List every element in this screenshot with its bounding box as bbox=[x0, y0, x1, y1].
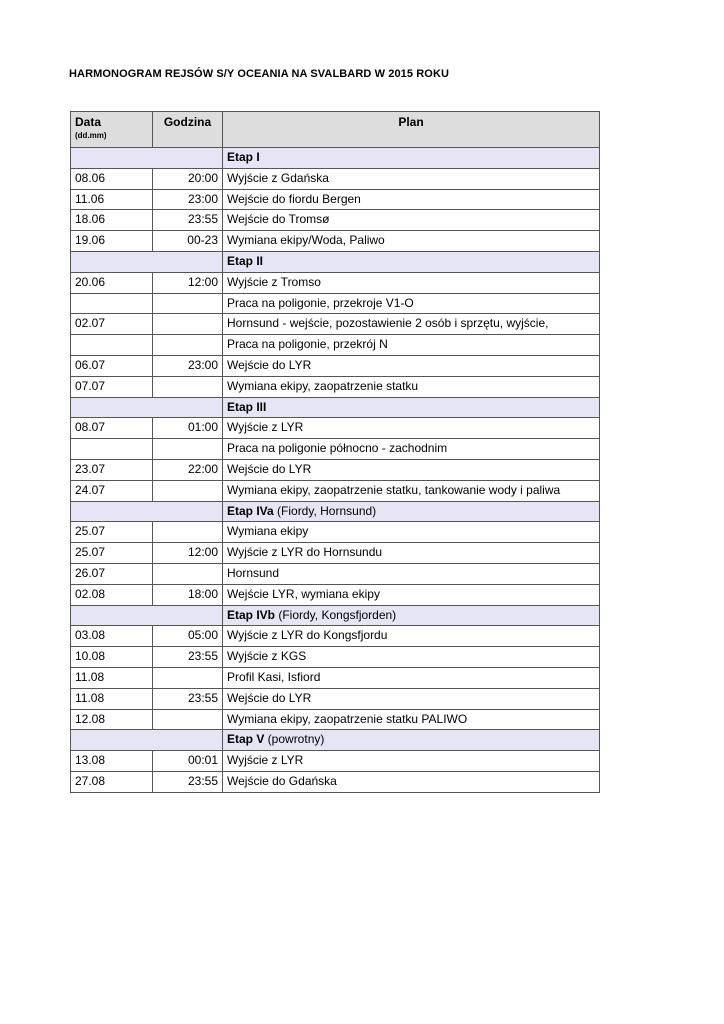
table-header-row bbox=[71, 112, 600, 148]
stage-row bbox=[71, 730, 600, 751]
table-row bbox=[71, 168, 600, 189]
cell-date: 12.08 bbox=[71, 709, 153, 730]
cell-date: 27.08 bbox=[71, 771, 153, 792]
cell-date bbox=[71, 439, 153, 460]
table-row bbox=[71, 459, 600, 480]
stage-row bbox=[71, 397, 600, 418]
table-row bbox=[71, 751, 600, 772]
schedule-table bbox=[70, 111, 600, 793]
cell-plan: Wymiana ekipy, zaopatrzenie statku PALIWO bbox=[223, 709, 600, 730]
cell-date: 18.06 bbox=[71, 210, 153, 231]
cell-time: 23:55 bbox=[153, 771, 223, 792]
cell-date: 11.08 bbox=[71, 688, 153, 709]
table-row bbox=[71, 210, 600, 231]
cell-time bbox=[153, 439, 223, 460]
cell-plan: Wyjście z Gdańska bbox=[223, 168, 600, 189]
table-row bbox=[71, 376, 600, 397]
cell-plan: Wejście do LYR bbox=[223, 688, 600, 709]
column-header-time: Godzina bbox=[153, 112, 223, 148]
cell-time: 23:00 bbox=[153, 355, 223, 376]
cell-time bbox=[153, 667, 223, 688]
stage-spacer-cell bbox=[71, 148, 223, 169]
stage-note: (Fiordy, Kongsfjorden) bbox=[275, 607, 397, 622]
cell-plan: Praca na poligonie, przekroje V1-O bbox=[223, 293, 600, 314]
table-row bbox=[71, 771, 600, 792]
cell-plan: Wymiana ekipy/Woda, Paliwo bbox=[223, 231, 600, 252]
cell-time: 23:55 bbox=[153, 688, 223, 709]
cell-date bbox=[71, 293, 153, 314]
cell-date: 08.07 bbox=[71, 418, 153, 439]
document-title: HARMONOGRAM REJSÓW S/Y OCEANIA NA SVALBARD W 2015 ROKU bbox=[69, 68, 450, 80]
stage-name: Etap V bbox=[227, 732, 265, 747]
cell-time: 23:00 bbox=[153, 189, 223, 210]
stage-row bbox=[71, 148, 600, 169]
stage-label-cell bbox=[223, 251, 600, 272]
cell-plan: Wymiana ekipy, zaopatrzenie statku, tankowanie wody i paliwa bbox=[223, 480, 600, 501]
table-row bbox=[71, 688, 600, 709]
stage-label-cell bbox=[223, 397, 600, 418]
cell-date: 02.08 bbox=[71, 584, 153, 605]
cell-time: 23:55 bbox=[153, 647, 223, 668]
column-header-date bbox=[71, 112, 153, 148]
cell-time: 22:00 bbox=[153, 459, 223, 480]
stage-spacer-cell bbox=[71, 730, 223, 751]
cell-date: 10.08 bbox=[71, 647, 153, 668]
table-row bbox=[71, 355, 600, 376]
cell-time bbox=[153, 522, 223, 543]
cell-date: 06.07 bbox=[71, 355, 153, 376]
cell-time: 12:00 bbox=[153, 543, 223, 564]
cell-plan: Wejście do LYR bbox=[223, 355, 600, 376]
stage-row bbox=[71, 605, 600, 626]
cell-plan: Wejście LYR, wymiana ekipy bbox=[223, 584, 600, 605]
cell-time: 20:00 bbox=[153, 168, 223, 189]
cell-time: 12:00 bbox=[153, 272, 223, 293]
column-header-plan: Plan bbox=[223, 112, 600, 148]
table-row bbox=[71, 272, 600, 293]
cell-time bbox=[153, 376, 223, 397]
cell-plan: Wymiana ekipy, zaopatrzenie statku bbox=[223, 376, 600, 397]
cell-time: 00-23 bbox=[153, 231, 223, 252]
cell-plan: Praca na poligonie, przekrój N bbox=[223, 335, 600, 356]
cell-time bbox=[153, 293, 223, 314]
cell-plan: Wejście do LYR bbox=[223, 459, 600, 480]
table-row bbox=[71, 335, 600, 356]
table-row bbox=[71, 667, 600, 688]
stage-spacer-cell bbox=[71, 605, 223, 626]
stage-label-cell bbox=[223, 730, 600, 751]
cell-date: 08.06 bbox=[71, 168, 153, 189]
cell-date: 11.08 bbox=[71, 667, 153, 688]
column-header-date-label: Data bbox=[75, 115, 102, 129]
cell-plan: Hornsund bbox=[223, 563, 600, 584]
stage-label-cell bbox=[223, 501, 600, 522]
cell-time: 01:00 bbox=[153, 418, 223, 439]
cell-plan: Profil Kasi, Isfiord bbox=[223, 667, 600, 688]
table-row bbox=[71, 293, 600, 314]
cell-time bbox=[153, 563, 223, 584]
cell-time bbox=[153, 709, 223, 730]
stage-name: Etap II bbox=[227, 253, 264, 268]
cell-date: 13.08 bbox=[71, 751, 153, 772]
table-row bbox=[71, 522, 600, 543]
cell-date: 26.07 bbox=[71, 563, 153, 584]
stage-spacer-cell bbox=[71, 397, 223, 418]
stage-spacer-cell bbox=[71, 501, 223, 522]
stage-label-cell bbox=[223, 605, 600, 626]
table-row bbox=[71, 647, 600, 668]
cell-date: 20.06 bbox=[71, 272, 153, 293]
schedule-body bbox=[71, 148, 600, 793]
cell-date: 25.07 bbox=[71, 543, 153, 564]
table-row bbox=[71, 314, 600, 335]
cell-plan: Wymiana ekipy bbox=[223, 522, 600, 543]
table-row bbox=[71, 231, 600, 252]
column-header-date-format: (dd.mm) bbox=[75, 131, 107, 140]
stage-name: Etap III bbox=[227, 399, 267, 414]
stage-row bbox=[71, 251, 600, 272]
cell-date: 03.08 bbox=[71, 626, 153, 647]
table-row bbox=[71, 439, 600, 460]
cell-date: 24.07 bbox=[71, 480, 153, 501]
cell-date: 02.07 bbox=[71, 314, 153, 335]
cell-plan: Wejście do Tromsø bbox=[223, 210, 600, 231]
cell-time bbox=[153, 335, 223, 356]
table-row bbox=[71, 626, 600, 647]
stage-name: Etap I bbox=[227, 150, 260, 164]
table-row bbox=[71, 480, 600, 501]
stage-name: Etap IVa bbox=[227, 503, 274, 518]
table-row bbox=[71, 418, 600, 439]
cell-date: 23.07 bbox=[71, 459, 153, 480]
cell-time: 18:00 bbox=[153, 584, 223, 605]
stage-name: Etap IVb bbox=[227, 607, 276, 622]
table-row bbox=[71, 563, 600, 584]
cell-date: 11.06 bbox=[71, 189, 153, 210]
stage-label-cell bbox=[223, 148, 600, 169]
cell-time bbox=[153, 480, 223, 501]
cell-plan: Wejście do Gdańska bbox=[223, 771, 600, 792]
cell-plan: Wyjście z LYR bbox=[223, 418, 600, 439]
cell-plan: Hornsund - wejście, pozostawienie 2 osób i sprzętu, wyjście, bbox=[223, 314, 600, 335]
table-row bbox=[71, 189, 600, 210]
cell-plan: Wejście do fiordu Bergen bbox=[223, 189, 600, 210]
cell-date: 07.07 bbox=[71, 376, 153, 397]
cell-time bbox=[153, 314, 223, 335]
table-row bbox=[71, 584, 600, 605]
cell-time: 23:55 bbox=[153, 210, 223, 231]
cell-time: 05:00 bbox=[153, 626, 223, 647]
cell-plan: Wyjście z LYR do Hornsundu bbox=[223, 543, 600, 564]
stage-spacer-cell bbox=[71, 251, 223, 272]
stage-row bbox=[71, 501, 600, 522]
cell-time: 00:01 bbox=[153, 751, 223, 772]
cell-plan: Wyjście z Tromso bbox=[223, 272, 600, 293]
cell-plan: Wyjście z LYR do Kongsfjordu bbox=[223, 626, 600, 647]
cell-plan: Praca na poligonie północno - zachodnim bbox=[223, 439, 600, 460]
cell-date: 25.07 bbox=[71, 522, 153, 543]
stage-note: (powrotny) bbox=[264, 732, 325, 747]
cell-date: 19.06 bbox=[71, 231, 153, 252]
table-row bbox=[71, 709, 600, 730]
stage-note: (Fiordy, Hornsund) bbox=[273, 503, 377, 518]
cell-plan: Wyjście z KGS bbox=[223, 647, 600, 668]
table-row bbox=[71, 543, 600, 564]
cell-plan: Wyjście z LYR bbox=[223, 751, 600, 772]
cell-date bbox=[71, 335, 153, 356]
